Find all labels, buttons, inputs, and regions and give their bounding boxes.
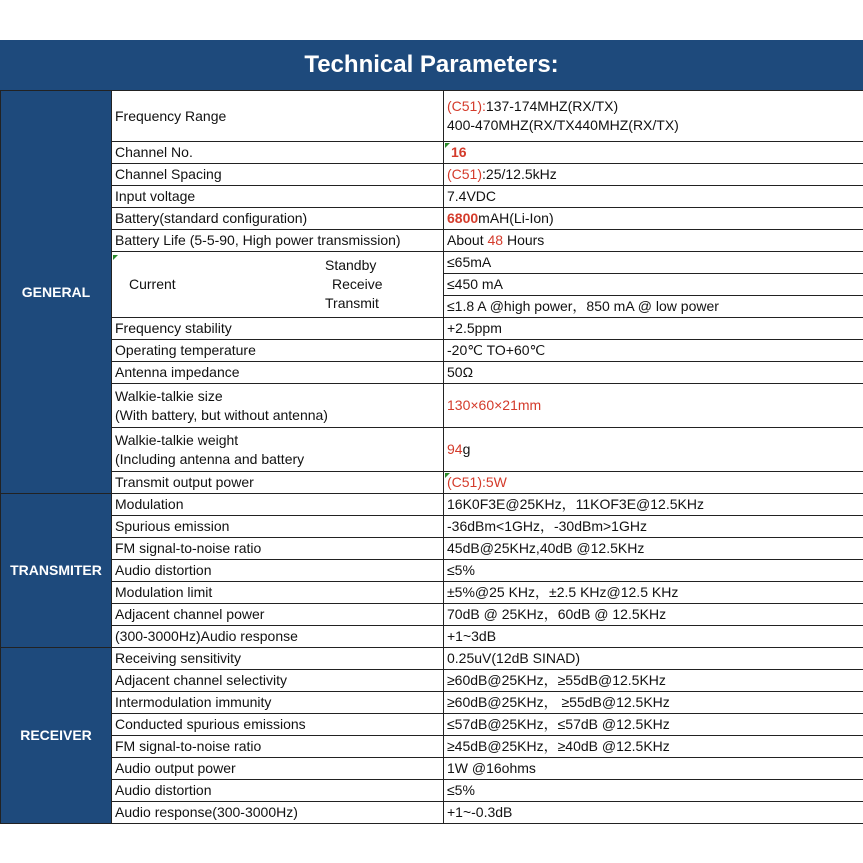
param-value: +1~-0.3dB [444, 802, 863, 824]
sub-label-receive: Receive [332, 275, 383, 292]
param-label: Receiving sensitivity [112, 648, 444, 670]
param-value: 1W @16ohms [444, 758, 863, 780]
value-text: :25/12.5kHz [482, 166, 557, 182]
param-value: ≤1.8 A @high power，850 mA @ low power [444, 296, 863, 318]
table-row [1, 582, 863, 604]
table-row [1, 340, 863, 362]
table-row [1, 142, 863, 164]
param-value: ±5%@25 KHz，±2.5 KHz@12.5 KHz [444, 582, 863, 604]
value-text: g [462, 441, 471, 457]
param-label: FM signal-to-noise ratio [112, 538, 444, 560]
param-value [444, 428, 863, 472]
param-label: Audio output power [112, 758, 444, 780]
param-label: Battery(standard configuration) [112, 208, 444, 230]
param-label: Channel Spacing [112, 164, 444, 186]
label-line: Walkie-talkie size [115, 387, 223, 404]
param-label: Audio distortion [112, 780, 444, 802]
spec-table [0, 90, 863, 824]
param-value [444, 164, 863, 186]
table-row [1, 384, 863, 428]
value-number: 6800 [447, 210, 479, 226]
table-row [1, 780, 863, 802]
param-label: Conducted spurious emissions [112, 714, 444, 736]
param-value: 50Ω [444, 362, 863, 384]
table-row [1, 626, 863, 648]
param-value: -20℃ TO+60℃ [444, 340, 863, 362]
param-value: 7.4VDC [444, 186, 863, 208]
param-value: ≥60dB@25KHz， ≥55dB@12.5KHz [444, 692, 863, 714]
param-label: Antenna impedance [112, 362, 444, 384]
param-label: Audio distortion [112, 560, 444, 582]
table-row [1, 494, 863, 516]
table-row [1, 560, 863, 582]
table-row [1, 472, 863, 494]
model-prefix: (C51): [447, 98, 486, 114]
param-label: Battery Life (5-5-90, High power transmission) [112, 230, 444, 252]
param-label: Modulation [112, 494, 444, 516]
sub-label-standby: Standby [325, 256, 377, 273]
label-line: (With battery, but without antenna) [115, 406, 328, 423]
table-row [1, 516, 863, 538]
param-label [112, 384, 444, 428]
param-value [444, 91, 863, 142]
param-label: Adjacent channel selectivity [112, 670, 444, 692]
table-row [1, 164, 863, 186]
param-label: Frequency Range [112, 91, 444, 142]
table-row [1, 208, 863, 230]
model-prefix: (C51) [447, 166, 483, 182]
param-value: ≤5% [444, 780, 863, 802]
cell-marker-icon [113, 255, 118, 260]
param-label: (300-3000Hz)Audio response [112, 626, 444, 648]
param-label: Input voltage [112, 186, 444, 208]
table-row [1, 538, 863, 560]
param-value [444, 230, 863, 252]
table-row [1, 714, 863, 736]
value-number: 94 [447, 441, 463, 457]
param-label: Modulation limit [112, 582, 444, 604]
param-value: ≤5% [444, 560, 863, 582]
table-row [1, 428, 863, 472]
section-general: GENERAL [1, 91, 112, 494]
param-value: 45dB@25KHz,40dB @12.5KHz [444, 538, 863, 560]
table-row [1, 736, 863, 758]
param-label: Operating temperature [112, 340, 444, 362]
param-label: Audio response(300-3000Hz) [112, 802, 444, 824]
page-title: Technical Parameters: [0, 40, 863, 91]
table-row [1, 802, 863, 824]
value-text: About [447, 232, 488, 248]
current-label-cell [112, 252, 444, 318]
param-value: +2.5ppm [444, 318, 863, 340]
table-row [1, 692, 863, 714]
param-value: ≤57dB@25KHz，≤57dB @12.5KHz [444, 714, 863, 736]
sub-label-transmit: Transmit [325, 294, 379, 311]
table-row [1, 604, 863, 626]
cell-marker-icon [445, 473, 450, 478]
table-row [1, 318, 863, 340]
param-label: Current [129, 275, 176, 292]
table-row [1, 362, 863, 384]
value-text: mAH(Li-Ion) [478, 210, 554, 226]
value-text: 400-470MHZ(RX/TX440MHZ(RX/TX) [447, 117, 679, 133]
param-label: Transmit output power [112, 472, 444, 494]
table-row [1, 252, 863, 274]
param-label: Spurious emission [112, 516, 444, 538]
value-text: (C51):5W [447, 474, 507, 490]
section-transmitter: TRANSMITER [1, 494, 112, 648]
table-row [1, 670, 863, 692]
param-label: Intermodulation immunity [112, 692, 444, 714]
value-text: 16 [451, 144, 467, 160]
table-row [1, 91, 863, 142]
label-line: (Including antenna and battery [115, 450, 305, 467]
param-value: ≥60dB@25KHz，≥55dB@12.5KHz [444, 670, 863, 692]
param-label: FM signal-to-noise ratio [112, 736, 444, 758]
param-label: Adjacent channel power [112, 604, 444, 626]
param-value [444, 472, 863, 494]
param-value: -36dBm<1GHz，-30dBm>1GHz [444, 516, 863, 538]
param-value [444, 208, 863, 230]
value-text: 137-174MHZ(RX/TX) [485, 98, 619, 114]
param-label [112, 428, 444, 472]
param-label: Frequency stability [112, 318, 444, 340]
param-value: 16K0F3E@25KHz，11KOF3E@12.5KHz [444, 494, 863, 516]
table-row [1, 648, 863, 670]
value-text: Hours [503, 232, 545, 248]
param-value: 70dB @ 25KHz，60dB @ 12.5KHz [444, 604, 863, 626]
param-value [444, 142, 863, 164]
param-value: +1~3dB [444, 626, 863, 648]
param-value: 130×60×21mm [444, 384, 863, 428]
table-row [1, 230, 863, 252]
param-value: 0.25uV(12dB SINAD) [444, 648, 863, 670]
param-value: ≤450 mA [444, 274, 863, 296]
param-value: ≤65mA [444, 252, 863, 274]
cell-marker-icon [445, 143, 450, 148]
section-receiver: RECEIVER [1, 648, 112, 824]
table-row [1, 758, 863, 780]
table-row [1, 186, 863, 208]
value-number: 48 [487, 232, 504, 248]
param-value: ≥45dB@25KHz，≥40dB @12.5KHz [444, 736, 863, 758]
label-line: Walkie-talkie weight [115, 431, 239, 448]
param-label: Channel No. [112, 142, 444, 164]
